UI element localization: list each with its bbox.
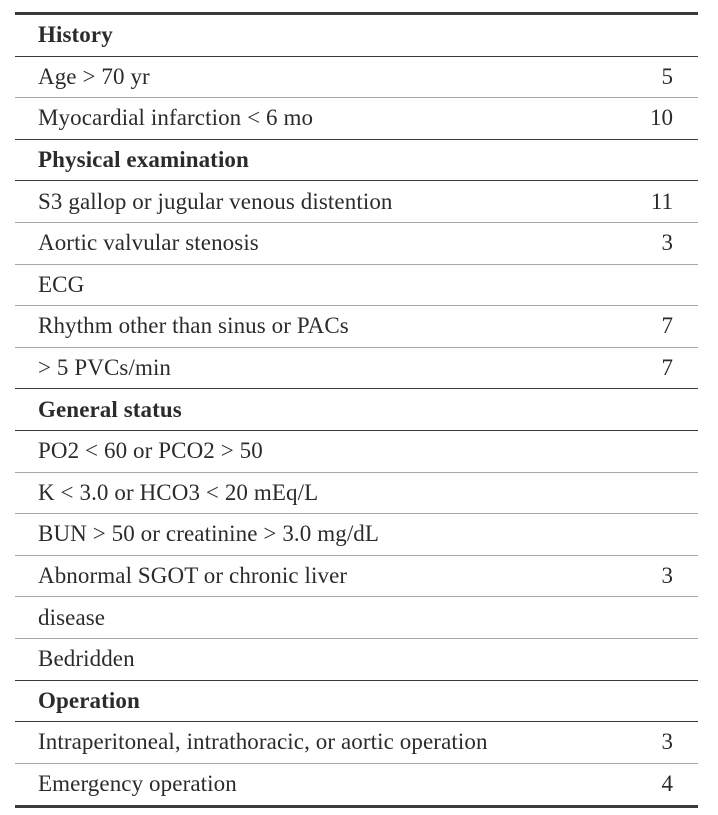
table-row [15,265,698,307]
table-row [15,98,698,140]
points-value: 3 [661,230,673,256]
section-header-operation [15,681,698,723]
section-header-physical-examination [15,140,698,182]
criterion-label: > 5 PVCs/min [38,355,172,381]
criterion-label: Age > 70 yr [38,63,150,89]
criterion-label: Rhythm other than sinus or PACs [38,313,349,339]
criterion-label: S3 gallop or jugular venous distention [38,188,393,214]
section-header-general-status [15,389,698,431]
points-value: 5 [661,63,673,89]
points-value: 3 [661,563,673,589]
criterion-label: Bedridden [38,646,135,672]
section-title: Physical examination [38,147,249,173]
section-title: Operation [38,687,140,713]
table-row [15,722,698,764]
criterion-label: Abnormal SGOT or chronic liver [38,563,348,589]
table-row [15,597,698,639]
table-row [15,306,698,348]
section-header-history [15,15,698,57]
criterion-label: Emergency operation [38,771,237,797]
criterion-label: K < 3.0 or HCO3 < 20 mEq/L [38,479,319,505]
table-row [15,639,698,681]
points-value: 10 [650,105,673,131]
table-row [15,223,698,265]
table-row [15,473,698,515]
points-value: 7 [661,355,673,381]
table-row [15,514,698,556]
section-title: History [38,22,113,48]
criterion-label: PO2 < 60 or PCO2 > 50 [38,438,263,464]
risk-score-table [15,12,698,808]
section-title: General status [38,396,182,422]
table-row [15,764,698,806]
table-row [15,181,698,223]
criterion-label: BUN > 50 or creatinine > 3.0 mg/dL [38,521,380,547]
table-row [15,348,698,390]
points-value: 11 [650,188,673,214]
points-value: 3 [661,729,673,755]
criterion-label: ECG [38,271,85,297]
criterion-label: Aortic valvular stenosis [38,230,259,256]
criterion-label: disease [38,604,106,630]
table-row [15,57,698,99]
criterion-label: Intraperitoneal, intrathoracic, or aortic operation [38,729,488,755]
table-row [15,431,698,473]
points-value: 4 [661,771,673,797]
table-row [15,556,698,598]
points-value: 7 [661,313,673,339]
criterion-label: Myocardial infarction < 6 mo [38,105,314,131]
